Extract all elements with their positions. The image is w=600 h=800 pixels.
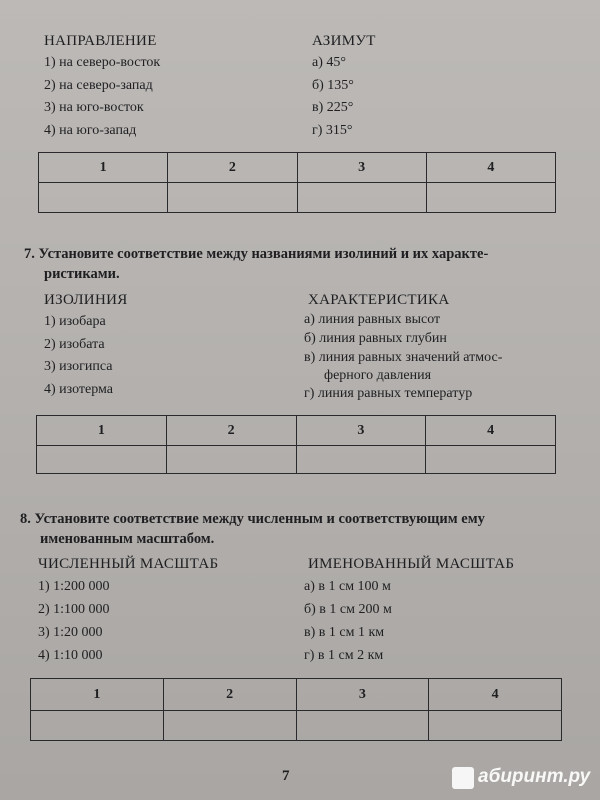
q7-right-header: ХАРАКТЕРИСТИКА — [308, 292, 450, 308]
q7-answer-cell[interactable] — [166, 446, 296, 474]
q7-col-header: 1 — [37, 416, 167, 446]
q8-right-item: г) в 1 см 2 км — [304, 648, 384, 663]
q8-col-header: 3 — [296, 679, 429, 711]
q7-right-item: г) линия равных температур — [304, 386, 473, 401]
q6-left-item: 1) на северо-восток — [44, 55, 161, 70]
q6-left-item: 3) на юго-восток — [44, 100, 144, 115]
q8-prompt-line1: 8. Установите соответствие между численным и соответствующим ему — [20, 511, 485, 527]
q6-left-item: 4) на юго-запад — [44, 123, 137, 138]
q7-left-item: 3) изогипса — [44, 359, 113, 374]
q7-left-item: 1) изобара — [44, 314, 106, 329]
page-number: 7 — [282, 768, 290, 784]
q6-left-header: НАПРАВЛЕНИЕ — [44, 33, 157, 49]
q7-col-header: 3 — [296, 416, 426, 446]
q6-right-item: в) 225° — [312, 100, 354, 115]
q6-right-header: АЗИМУТ — [312, 33, 376, 49]
q8-answer-cell[interactable] — [163, 711, 296, 741]
q6-right-item: г) 315° — [312, 123, 353, 138]
q8-answer-cell[interactable] — [296, 711, 429, 741]
q8-col-header: 1 — [31, 679, 164, 711]
q6-col-header: 3 — [297, 153, 426, 183]
q6-col-header: 1 — [39, 153, 168, 183]
q8-left-item: 1) 1:200 000 — [38, 579, 110, 594]
q6-answer-cell[interactable] — [39, 183, 168, 213]
q7-left-header: ИЗОЛИНИЯ — [44, 292, 128, 308]
q8-right-item: в) в 1 см 1 км — [304, 625, 385, 640]
q7-right-item: б) линия равных глубин — [304, 331, 447, 346]
q7-left-item: 2) изобата — [44, 337, 105, 352]
q8-left-item: 3) 1:20 000 — [38, 625, 103, 640]
q7-answer-cell[interactable] — [426, 446, 556, 474]
q7-right-item: в) линия равных значений атмос- — [304, 350, 503, 365]
q8-prompt-line2: именованным масштабом. — [40, 531, 215, 547]
q6-answer-cell[interactable] — [426, 183, 555, 213]
q8-right-item: а) в 1 см 100 м — [304, 579, 391, 594]
q6-col-header: 2 — [168, 153, 297, 183]
q8-left-item: 2) 1:100 000 — [38, 602, 110, 617]
q7-col-header: 4 — [426, 416, 556, 446]
q6-left-item: 2) на северо-запад — [44, 78, 153, 93]
q6-col-header: 4 — [426, 153, 555, 183]
q8-answer-cell[interactable] — [429, 711, 562, 741]
q8-col-header: 2 — [163, 679, 296, 711]
q7-col-header: 2 — [166, 416, 296, 446]
q6-right-item: а) 45° — [312, 55, 346, 70]
q7-answer-cell[interactable] — [37, 446, 167, 474]
q7-left-item: 4) изотерма — [44, 382, 114, 397]
q7-answer-table — [36, 415, 556, 474]
q7-prompt-line2: ристиками. — [44, 266, 120, 282]
q8-left-item: 4) 1:10 000 — [38, 648, 103, 663]
q6-answer-cell[interactable] — [168, 183, 297, 213]
q7-right-item: ферного давления — [324, 368, 432, 383]
q8-right-header: ИМЕНОВАННЫЙ МАСШТАБ — [308, 556, 515, 572]
q6-right-item: б) 135° — [312, 78, 354, 93]
q8-answer-cell[interactable] — [31, 711, 164, 741]
q8-left-header: ЧИСЛЕННЫЙ МАСШТАБ — [38, 556, 219, 572]
q8-answer-table — [30, 678, 562, 741]
labirint-logo-icon — [452, 767, 474, 789]
q6-answer-table — [38, 152, 556, 213]
q8-col-header: 4 — [429, 679, 562, 711]
q7-right-item: а) линия равных высот — [304, 312, 441, 327]
q7-prompt-line1: 7. Установите соответствие между названиями изолиний и их характе- — [24, 246, 489, 262]
q7-answer-cell[interactable] — [296, 446, 426, 474]
q6-answer-cell[interactable] — [297, 183, 426, 213]
watermark: абиринт.ру — [478, 766, 591, 787]
q8-right-item: б) в 1 см 200 м — [304, 602, 392, 617]
